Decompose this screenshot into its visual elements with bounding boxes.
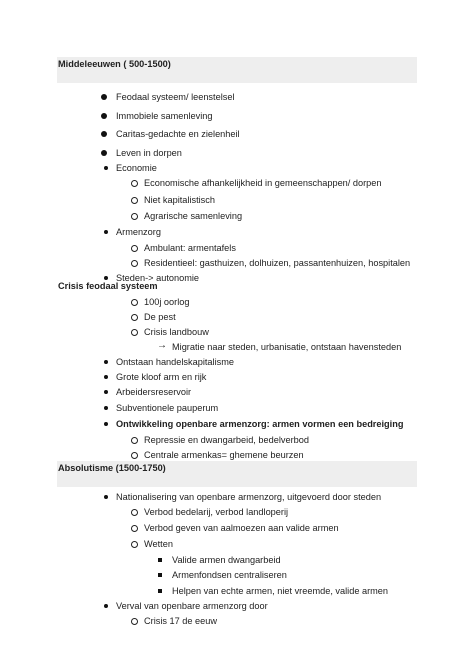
bullet-dot-icon xyxy=(104,360,108,364)
bullet-circle-icon xyxy=(131,197,138,204)
list-item-text: Ontstaan handelskapitalisme xyxy=(116,357,234,367)
bullet-disc-icon xyxy=(101,113,107,119)
list-item-text: Steden-> autonomie xyxy=(116,273,200,283)
bullet-circle-icon xyxy=(131,541,138,548)
bullet-square-icon xyxy=(158,573,162,577)
list-item-text: Helpen van echte armen, niet vreemde, valide armen xyxy=(172,586,389,596)
bullet-square-icon xyxy=(158,558,162,562)
list-item-text: Leven in dorpen xyxy=(116,148,182,158)
list-item-text: Migratie naar steden, urbanisatie, ontstaan havensteden xyxy=(172,342,402,352)
arrow-right-icon: → xyxy=(157,340,167,351)
list-item-text: Verval van openbare armenzorg door xyxy=(116,601,268,611)
list-item-text: Residentieel: gasthuizen, dolhuizen, passantenhuizen, hospitalen xyxy=(144,258,411,268)
bullet-circle-icon xyxy=(131,314,138,321)
section-heading-text: Crisis feodaal systeem xyxy=(58,281,158,291)
bullet-circle-icon xyxy=(131,452,138,459)
bullet-dot-icon xyxy=(104,166,108,170)
bullet-circle-icon xyxy=(131,618,138,625)
list-item-text: Niet kapitalistisch xyxy=(144,195,215,205)
bullet-circle-icon xyxy=(131,213,138,220)
list-item-text: 100j oorlog xyxy=(144,297,190,307)
list-item-text: Armenzorg xyxy=(116,227,161,237)
bullet-circle-icon xyxy=(131,260,138,267)
list-item-text: Economie xyxy=(116,163,157,173)
bullet-disc-icon xyxy=(101,131,107,137)
list-item-text: Verbod bedelarij, verbod landloperij xyxy=(144,507,289,517)
bullet-circle-icon xyxy=(131,180,138,187)
list-item-text: Economische afhankelijkheid in gemeenschappen/ dorpen xyxy=(144,178,382,188)
list-item-text: Ontwikkeling openbare armenzorg: armen vormen een bedreiging xyxy=(116,419,404,429)
bullet-dot-icon xyxy=(104,495,108,499)
bullet-circle-icon xyxy=(131,245,138,252)
list-item-text: Valide armen dwangarbeid xyxy=(172,555,281,565)
list-item-text: Crisis landbouw xyxy=(144,327,209,337)
section-heading-text: Middeleeuwen ( 500-1500) xyxy=(58,59,171,69)
list-item-text: Arbeidersreservoir xyxy=(116,387,192,397)
list-item-text: Agrarische samenleving xyxy=(144,211,243,221)
bullet-dot-icon xyxy=(104,604,108,608)
bullet-dot-icon xyxy=(104,375,108,379)
bullet-circle-icon xyxy=(131,329,138,336)
bullet-disc-icon xyxy=(101,150,107,156)
list-item-text: Wetten xyxy=(144,539,173,549)
list-item-text: Subventionele pauperum xyxy=(116,403,219,413)
bullet-square-icon xyxy=(158,589,162,593)
bullet-circle-icon xyxy=(131,299,138,306)
bullet-circle-icon xyxy=(131,525,138,532)
list-item-text: De pest xyxy=(144,312,176,322)
list-item-text: Crisis 17 de eeuw xyxy=(144,616,218,626)
list-item-text: Nationalisering van openbare armenzorg, uitgevoerd door steden xyxy=(116,492,382,502)
list-item-text: Ambulant: armentafels xyxy=(144,243,236,253)
bullet-circle-icon xyxy=(131,509,138,516)
list-item-text: Armenfondsen centraliseren xyxy=(172,570,287,580)
list-item-text: Centrale armenkas= ghemene beurzen xyxy=(144,450,304,460)
list-item-text: Repressie en dwangarbeid, bedelverbod xyxy=(144,435,309,445)
list-item-text: Grote kloof arm en rijk xyxy=(116,372,207,382)
bullet-dot-icon xyxy=(104,422,108,426)
list-item-text: Caritas-gedachte en zielenheil xyxy=(116,129,240,139)
bullet-dot-icon xyxy=(104,230,108,234)
bullet-dot-icon xyxy=(104,390,108,394)
bullet-dot-icon xyxy=(104,406,108,410)
list-item-text: Feodaal systeem/ leenstelsel xyxy=(116,92,235,102)
section-heading-text: Absolutisme (1500-1750) xyxy=(58,463,166,473)
list-item-text: Verbod geven van aalmoezen aan valide armen xyxy=(144,523,339,533)
bullet-disc-icon xyxy=(101,94,107,100)
bullet-circle-icon xyxy=(131,437,138,444)
list-item-text: Immobiele samenleving xyxy=(116,111,213,121)
